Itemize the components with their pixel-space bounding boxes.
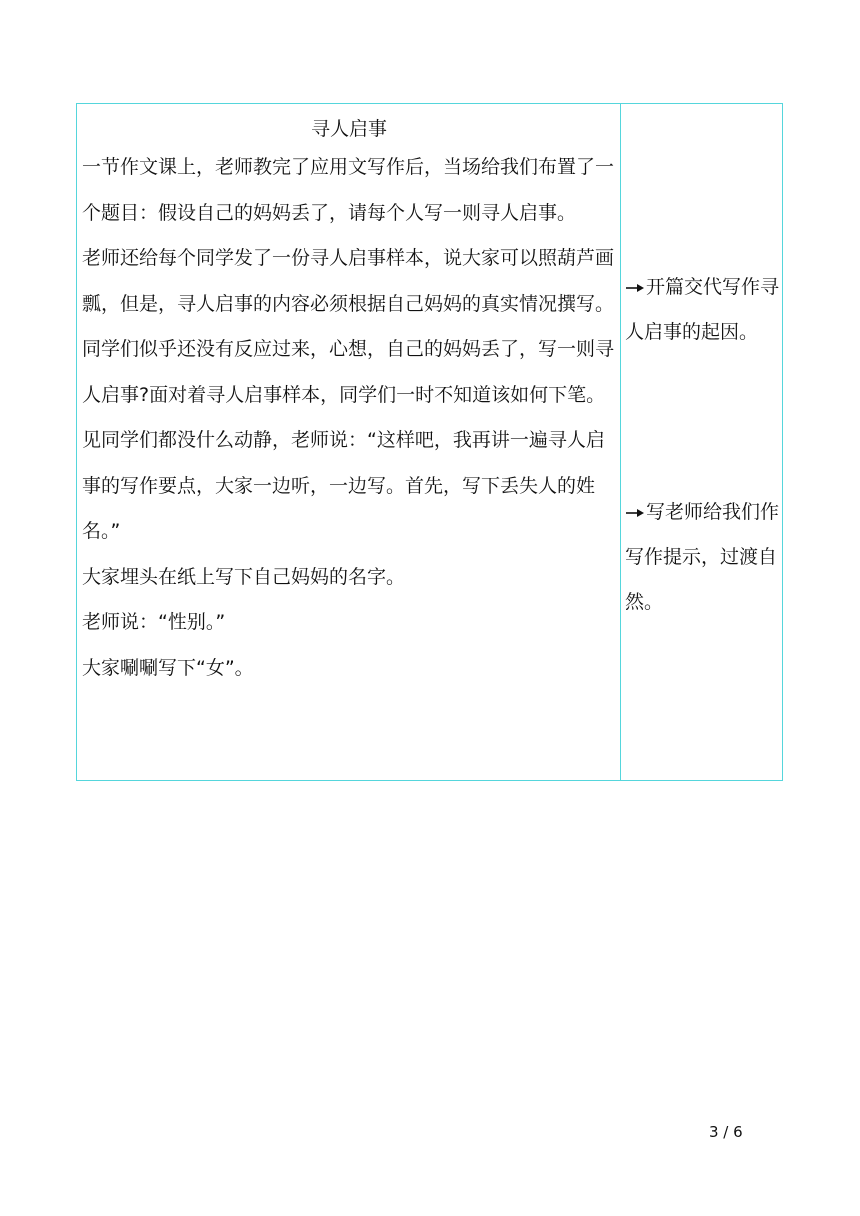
annotation-text: 写老师给我们作写作提示，过渡自然。 [625, 501, 780, 613]
essay-column [77, 104, 621, 780]
page-number: 3 / 6 [709, 1123, 743, 1141]
essay-paragraph: 大家埋头在纸上写下自己妈妈的名字。 [82, 565, 406, 588]
arrow-right-icon [625, 282, 645, 294]
essay-paragraph: 老师说：“性别。” [82, 611, 226, 633]
arrow-right-icon [625, 507, 645, 519]
essay-paragraph: 见同学们都没什么动静，老师说：“这样吧，我再讲一遍寻人启事的写作要点，大家一边听，一边写。首先，写下丢失人的姓名。” [82, 429, 605, 542]
essay-paragraph: 大家唰唰写下“女”。 [82, 656, 254, 679]
annotation-note [625, 490, 779, 625]
annotation-column [621, 104, 782, 780]
essay-paragraph: 老师还给每个同学发了一份寻人启事样本，说大家可以照葫芦画瓢，但是，寻人启事的内容必须根据自己妈妈的真实情况撰写。 [82, 247, 615, 315]
essay-paragraph: 一节作文课上，老师教完了应用文写作后，当场给我们布置了一个题目：假设自己的妈妈丢了，请每个人写一则寻人启事。 [82, 156, 615, 224]
annotation-note [625, 265, 779, 355]
annotated-text-table [76, 103, 783, 781]
essay-paragraph: 同学们似乎还没有反应过来，心想，自己的妈妈丢了，写一则寻人启事?面对着寻人启事样本，同学们一时不知道该如何下笔。 [82, 338, 615, 406]
essay-title: 寻人启事 [310, 118, 387, 140]
annotation-text: 开篇交代写作寻人启事的起因。 [625, 276, 780, 343]
